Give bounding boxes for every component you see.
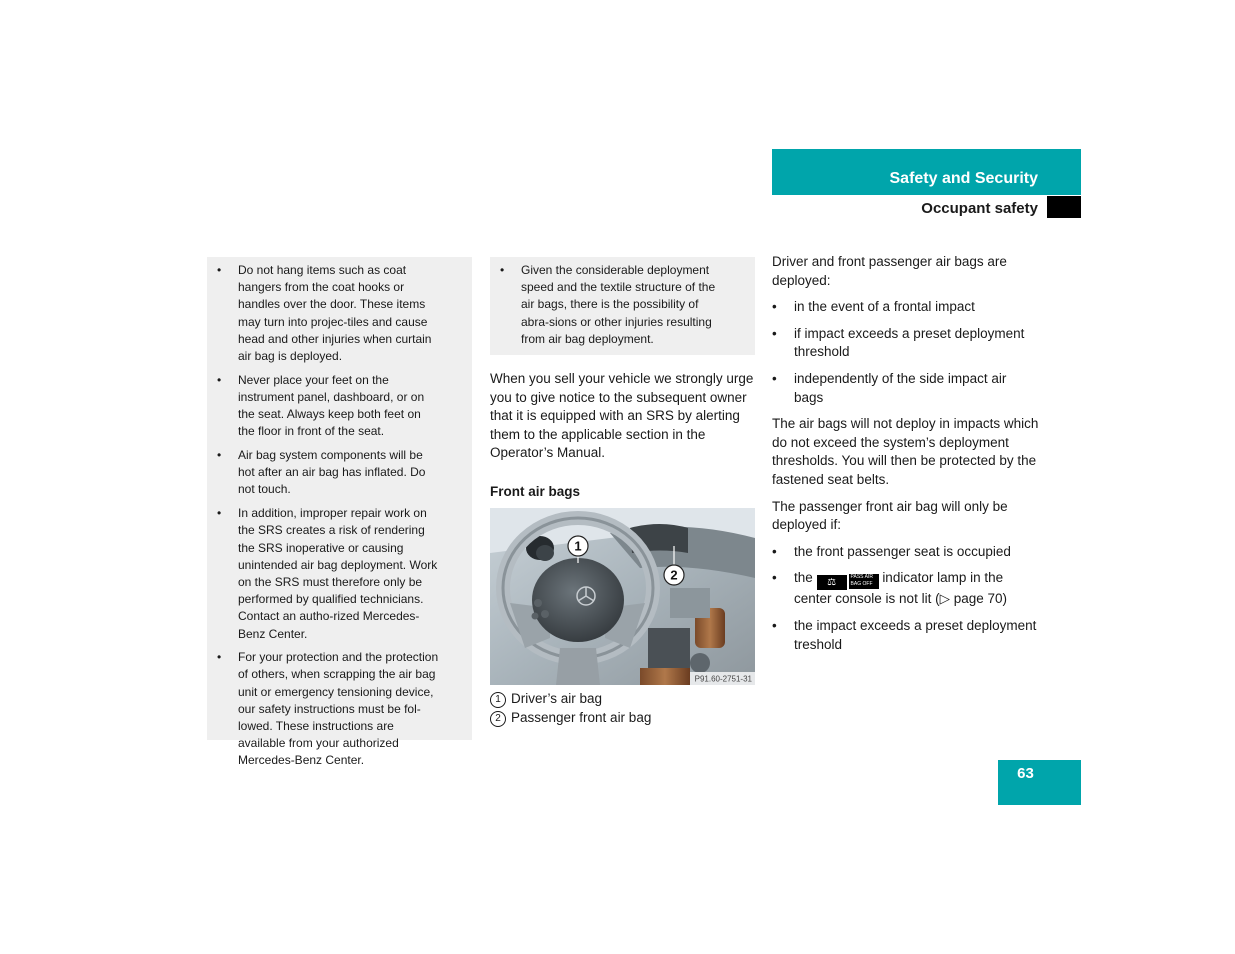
right-column [772,253,1040,662]
warning-note: • Air bag system components will be hot after an air bag has inflated. Do not touch. [207,447,439,499]
front-air-bags-heading: Front air bags [490,483,581,499]
legend-item [490,709,651,728]
deploy-intro: Driver and front passenger air bags are deployed: [772,254,1007,288]
passenger-condition: • the front passenger seat is occupied [772,543,1040,562]
condition-text: indicator lamp in the center console is not lit (▷ page 70) [794,570,1007,607]
warning-note: • Do not hang items such as coat hangers from the coat hooks or handles over the door. These items may turn into projec-tiles and cause head and other injuries when curtain air bag is deployed. [207,262,439,365]
passenger-conditions-list [772,543,1040,654]
section-title: Safety and Security [889,170,1038,187]
legend-label: Passenger front air bag [511,709,652,725]
deploy-condition: • independently of the side impact air bags [772,370,1014,407]
passenger-condition: • the impact exceeds a preset deployment treshold [772,617,1040,654]
subsection-title: Occupant safety [921,200,1038,217]
threshold-paragraph: The air bags will not deploy in impacts which do not exceed the system’s deployment thresholds. You will then be protected by the fastened seat belts. [772,416,1039,487]
sell-vehicle-paragraph: When you sell your vehicle we strongly urge you to give notice to the subsequent owner that it is equipped with an SRS by alerting them to the applicable section in the Operator’s Manual. [490,371,754,461]
deployment-note-box [490,257,755,355]
warning-note: • Never place your feet on the instrument panel, dashboard, or on the seat. Always keep both feet on the floor in front of the seat. [207,372,439,441]
deploy-condition: • if impact exceeds a preset deployment threshold [772,325,1040,362]
legend-label: Driver’s air bag [511,691,603,706]
figure-legend [490,690,651,727]
warning-note: • For your protection and the protection of others, when scrapping the air bag unit or emergency tensioning device, our safety instructions must be fol-lowed. These instructions are available from your authorized Mercedes-Benz Center. [207,649,439,769]
legend-item [490,690,651,709]
section-header [772,149,1081,195]
legend-number: 1 [490,692,506,708]
warning-notes-box [207,257,472,768]
subsection-marker [1047,196,1081,218]
callout-1: 1 [574,538,582,554]
deployment-note: • Given the considerable deployment speed and the textile structure of the air bags, there is the possibility of abra-sions or other injuries resulting from air bag deployment. [490,262,720,348]
condition-text: the [794,570,813,586]
steering-wheel-airbag-photo [490,508,755,685]
callout-2: 2 [670,567,678,583]
figure-code: P91.60-2751-31 [694,674,752,684]
middle-column [490,370,755,502]
deploy-condition: • in the event of a frontal impact [772,298,1040,317]
deploy-conditions-list [772,298,1040,407]
passenger-airbag-paragraph: The passenger front air bag will only be deployed if: [772,498,1008,533]
page-number: 63 [998,760,1081,805]
legend-number: 2 [490,711,506,727]
passenger-condition [772,569,1040,609]
pass-airbag-off-lamp-icon: PASS AIR BAG OFF [849,574,879,589]
warning-note: • In addition, improper repair work on the SRS creates a risk of rendering the SRS inoperative or causing unintended air bag deployment. Work on the SRS must therefore only be performed by qualified technicians. Contact an autho-rized Mercedes-Benz Center. [207,505,439,643]
airbag-occupant-icon: ⚖ [817,575,847,590]
